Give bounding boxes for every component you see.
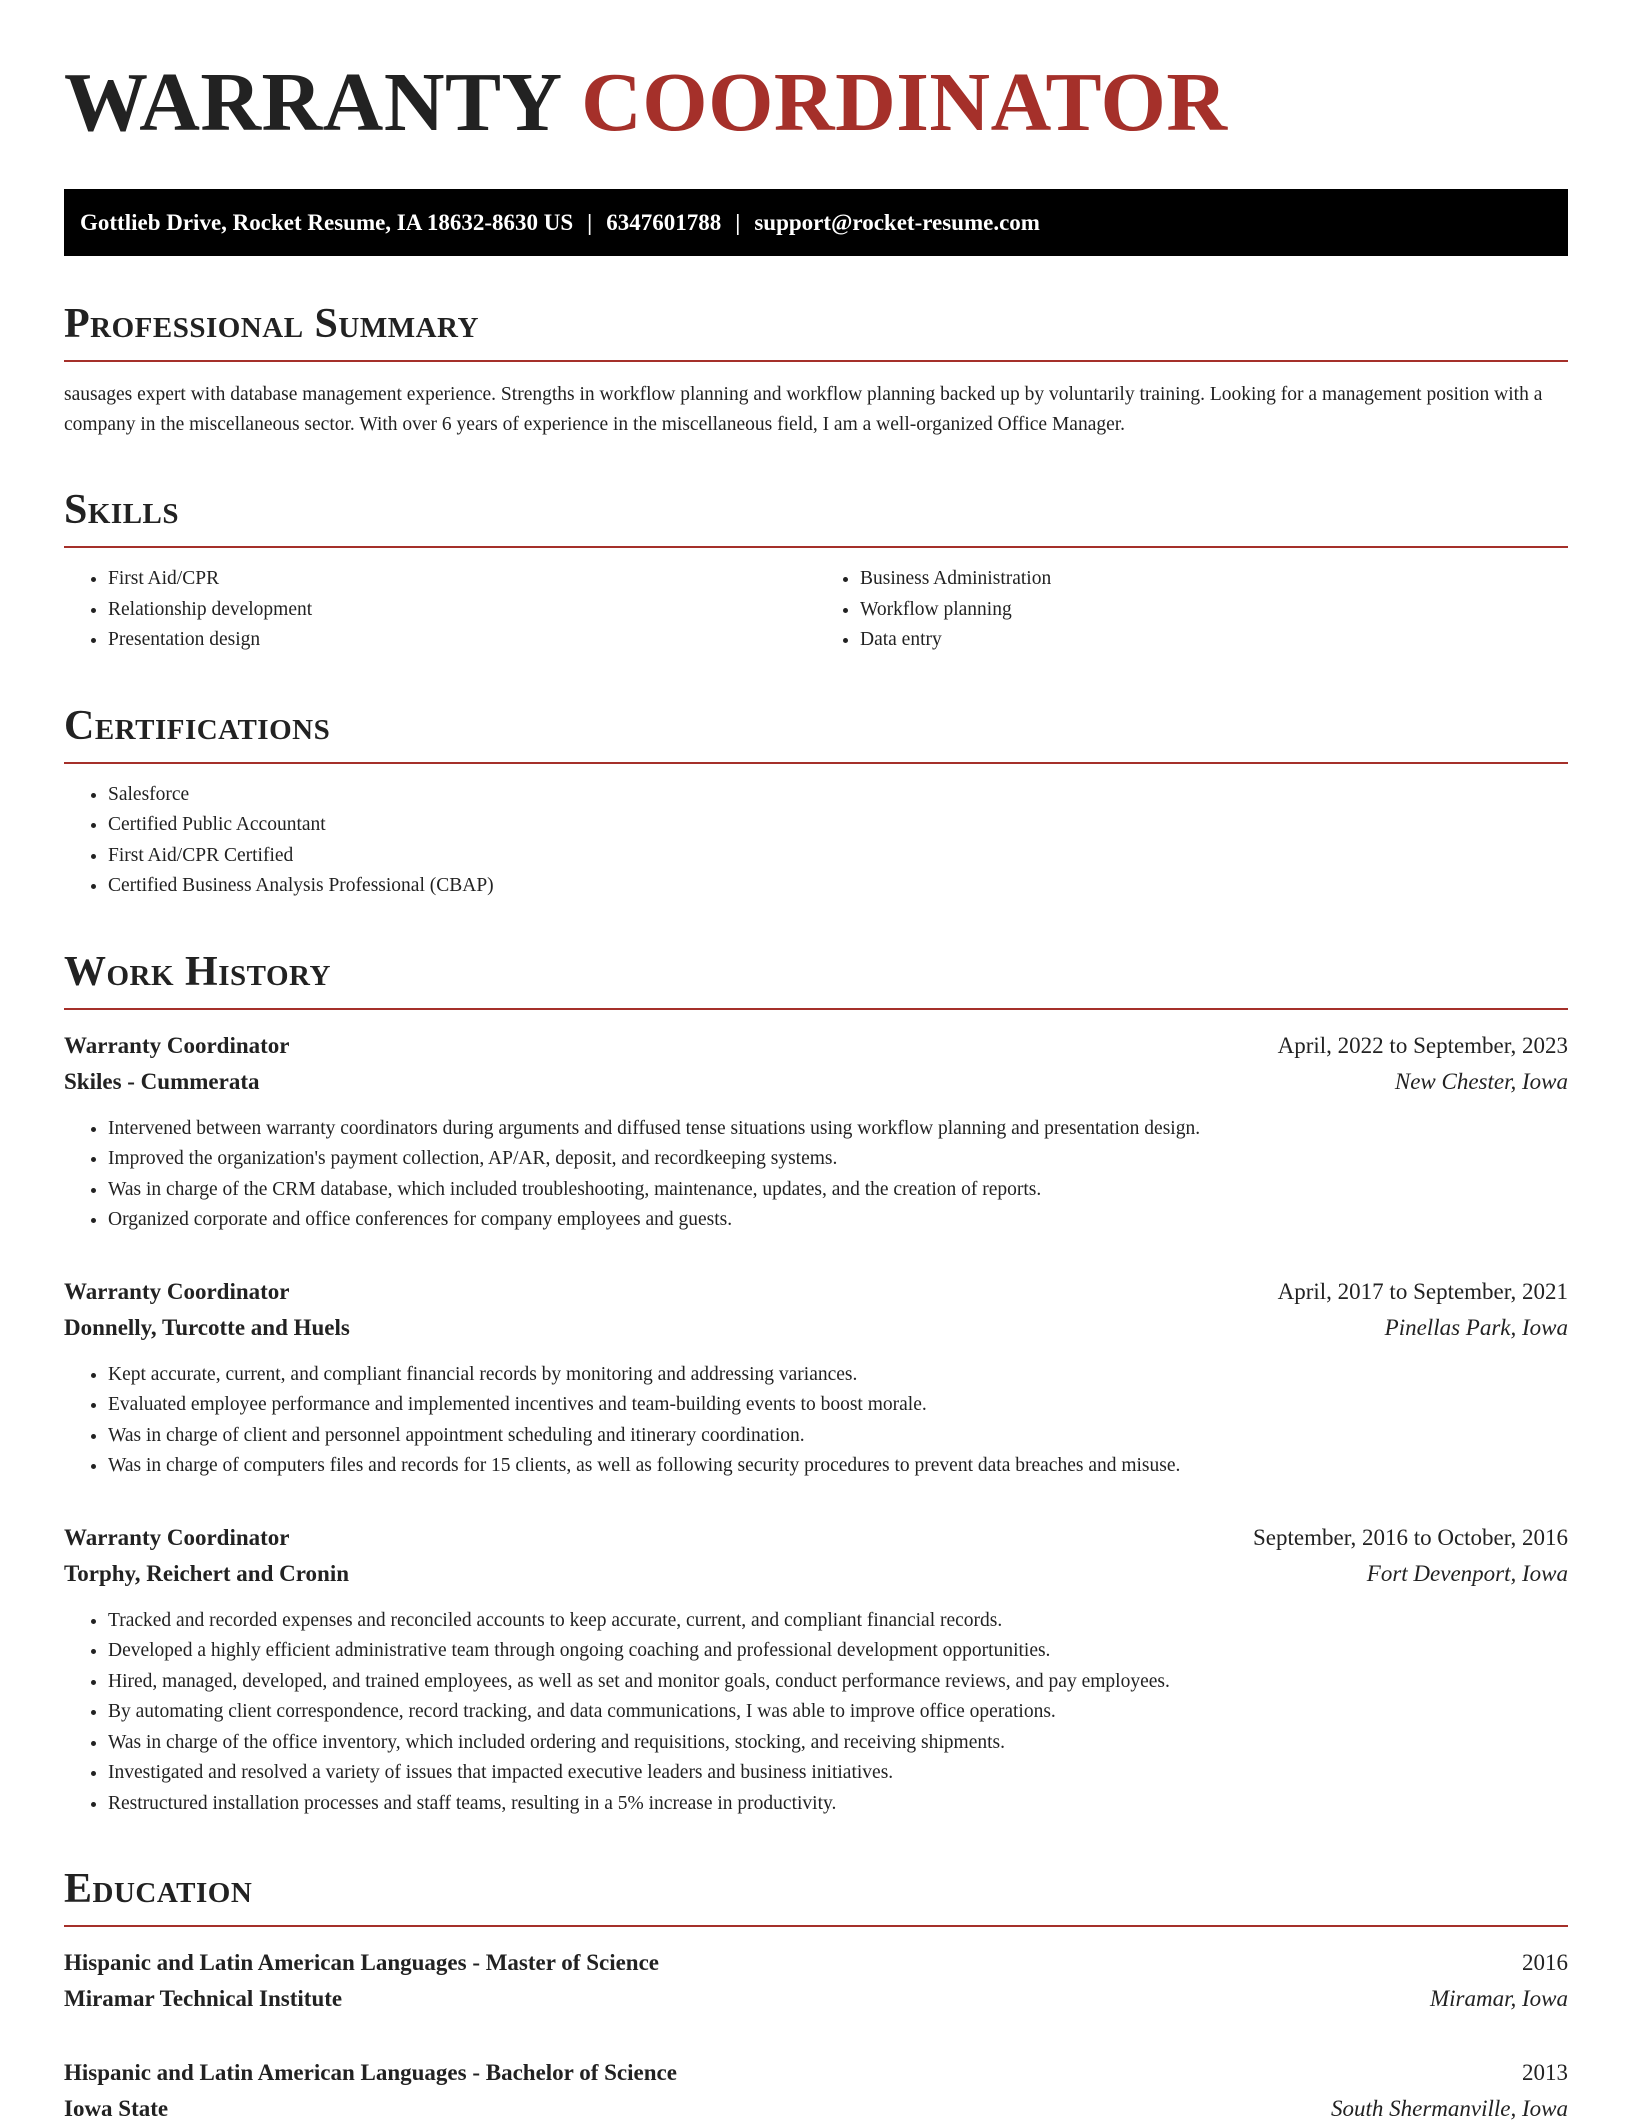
section-heading: Skills <box>64 487 180 533</box>
job-bullet: • Tracked and recorded expenses and reconciled accounts to keep accurate, current, and compliant financial records. <box>108 1606 1568 1637</box>
job-bullet: • Improved the organization's payment collection, AP/AR, deposit, and recordkeeping systems. <box>108 1144 1568 1175</box>
job-entry <box>64 1274 1568 1482</box>
title-first-word: WARRANTY <box>64 56 560 149</box>
section-divider <box>64 1008 1568 1010</box>
title-second-word: COORDINATOR <box>581 56 1228 149</box>
section-heading: Education <box>64 1866 253 1912</box>
contact-address: Gottlieb Drive, Rocket Resume, IA 18632-8630 US <box>80 210 574 235</box>
education-entry <box>64 2055 1568 2127</box>
work-history-section <box>64 946 1568 1820</box>
skill-item: • Data entry <box>860 625 1568 656</box>
job-dates: September, 2016 to October, 2016 <box>1253 1524 1568 1550</box>
contact-separator: | <box>587 210 593 235</box>
education-entry <box>64 1945 1568 2017</box>
education-school: Miramar Technical Institute <box>64 1986 343 2011</box>
skill-item: • Workflow planning <box>860 595 1568 626</box>
certification-item: • Certified Public Accountant <box>108 810 1568 841</box>
skills-list-right <box>816 564 1568 656</box>
job-location: Pinellas Park, Iowa <box>1384 1314 1568 1340</box>
section-heading: Certifications <box>64 702 331 749</box>
skill-item: • First Aid/CPR <box>108 564 816 595</box>
job-role: Warranty Coordinator <box>64 1032 290 1058</box>
job-bullet: • Was in charge of the office inventory, which included ordering and requisitions, stocking, and receiving shipments. <box>108 1728 1568 1759</box>
job-bullets <box>64 1606 1568 1820</box>
job-company: Torphy, Reichert and Cronin <box>64 1560 349 1586</box>
summary-section <box>64 298 1568 440</box>
job-company: Donnelly, Turcotte and Huels <box>64 1314 350 1340</box>
education-location: Miramar, Iowa <box>1429 1986 1568 2011</box>
section-divider <box>64 360 1568 362</box>
job-bullets <box>64 1114 1568 1236</box>
job-company: Skiles - Cummerata <box>64 1068 260 1094</box>
education-year: 2013 <box>1522 2060 1568 2085</box>
certifications-list <box>64 780 1568 902</box>
job-bullet: • Restructured installation processes and staff teams, resulting in a 5% increase in productivity. <box>108 1789 1568 1820</box>
skills-grid <box>64 548 1568 656</box>
education-school: Iowa State <box>64 2096 169 2121</box>
section-heading: Professional Summary <box>64 301 479 347</box>
job-role: Warranty Coordinator <box>64 1278 290 1304</box>
job-entry <box>64 1028 1568 1236</box>
certification-item: • Certified Business Analysis Professional (CBAP) <box>108 871 1568 902</box>
contact-phone: 6347601788 <box>606 210 722 235</box>
job-location: New Chester, Iowa <box>1394 1068 1568 1094</box>
education-section <box>64 1863 1568 2127</box>
job-bullet: • Developed a highly efficient administrative team through ongoing coaching and professional development opportunities. <box>108 1636 1568 1667</box>
certification-item: • First Aid/CPR Certified <box>108 841 1568 872</box>
contact-bar <box>64 189 1568 256</box>
job-bullet: • By automating client correspondence, record tracking, and data communications, I was able to improve office operations. <box>108 1697 1568 1728</box>
job-bullet: • Was in charge of the CRM database, which included troubleshooting, maintenance, updates, and the creation of reports. <box>108 1175 1568 1206</box>
section-divider <box>64 762 1568 764</box>
resume-title <box>64 55 1568 151</box>
summary-text: sausages expert with database management experience. Strengths in workflow planning and workflow planning backed up by voluntarily training. Looking for a management position with a company in the miscellaneous sector. With over 6 years of experience in the miscellaneous field, I am a well-organized Office Manager. <box>64 384 1543 435</box>
section-heading: Work History <box>64 948 331 995</box>
job-bullet: • Organized corporate and office conferences for company employees and guests. <box>108 1205 1568 1236</box>
contact-email: support@rocket-resume.com <box>754 210 1040 235</box>
job-bullet: • Evaluated employee performance and implemented incentives and team-building events to boost morale. <box>108 1390 1568 1421</box>
job-dates: April, 2022 to September, 2023 <box>1277 1032 1568 1058</box>
job-bullet: • Investigated and resolved a variety of issues that impacted executive leaders and business initiatives. <box>108 1758 1568 1789</box>
certifications-section <box>64 700 1568 902</box>
job-bullets <box>64 1360 1568 1482</box>
education-location: South Shermanville, Iowa <box>1331 2096 1568 2121</box>
education-degree: Hispanic and Latin American Languages - Master of Science <box>64 1950 660 1975</box>
certification-item: • Salesforce <box>108 780 1568 811</box>
job-dates: April, 2017 to September, 2021 <box>1277 1278 1568 1304</box>
job-bullet: • Kept accurate, current, and compliant financial records by monitoring and addressing variances. <box>108 1360 1568 1391</box>
job-location: Fort Devenport, Iowa <box>1366 1560 1568 1586</box>
job-entry <box>64 1520 1568 1820</box>
job-bullet: • Intervened between warranty coordinators during arguments and diffused tense situations using workflow planning and presentation design. <box>108 1114 1568 1145</box>
skill-item: • Presentation design <box>108 625 816 656</box>
skills-section <box>64 484 1568 656</box>
education-year: 2016 <box>1522 1950 1568 1975</box>
job-bullet: • Hired, managed, developed, and trained employees, as well as set and monitor goals, conduct performance reviews, and pay employees. <box>108 1667 1568 1698</box>
job-bullet: • Was in charge of client and personnel appointment scheduling and itinerary coordination. <box>108 1421 1568 1452</box>
skills-list-left <box>64 564 816 656</box>
job-role: Warranty Coordinator <box>64 1524 290 1550</box>
section-divider <box>64 1925 1568 1927</box>
job-bullet: • Was in charge of computers files and records for 15 clients, as well as following security procedures to prevent data breaches and misuse. <box>108 1451 1568 1482</box>
contact-separator: | <box>735 210 741 235</box>
education-degree: Hispanic and Latin American Languages - Bachelor of Science <box>64 2060 677 2085</box>
skill-item: • Business Administration <box>860 564 1568 595</box>
skill-item: • Relationship development <box>108 595 816 626</box>
